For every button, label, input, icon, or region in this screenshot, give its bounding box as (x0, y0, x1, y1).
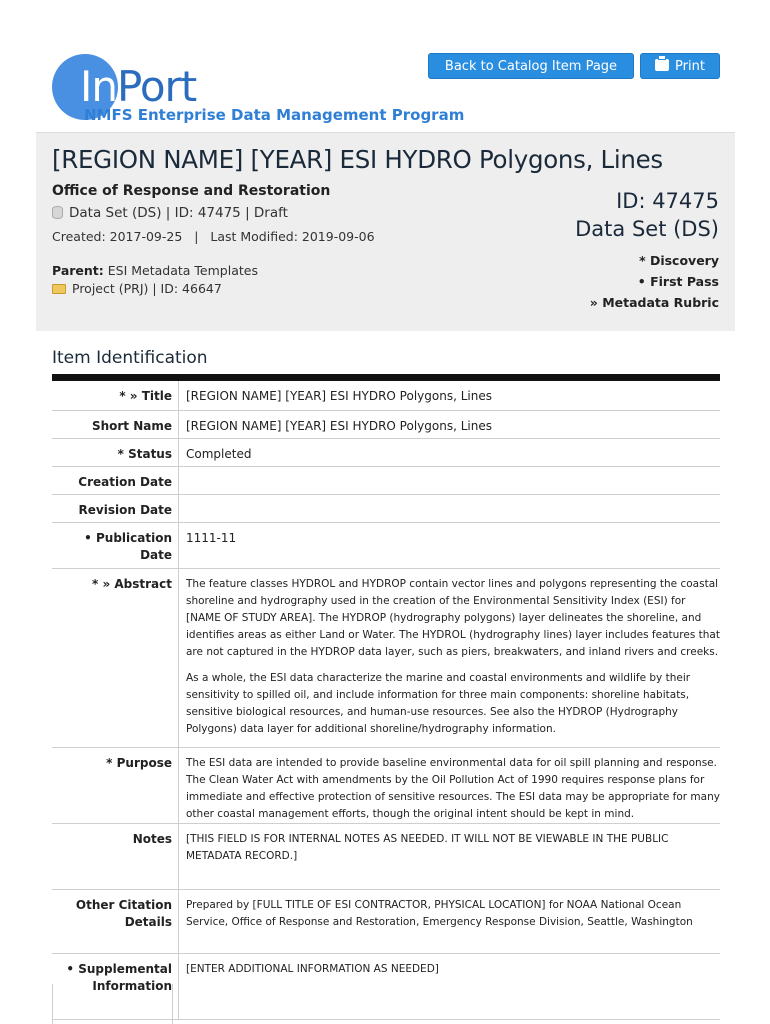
dataset-info (52, 205, 288, 221)
row-label: Short Name (52, 410, 179, 438)
row-label: Notes (52, 823, 179, 889)
logo-in: In (80, 62, 118, 111)
rubric-legend (590, 250, 719, 313)
table-edge-left (52, 984, 53, 1024)
row-label: Revision Date (52, 494, 179, 522)
page-title: [REGION NAME] [YEAR] ESI HYDRO Polygons, Lines (52, 145, 663, 174)
print-button-label: Print (675, 59, 705, 74)
project-info[interactable] (52, 281, 222, 296)
table-row (52, 466, 720, 494)
row-label: Creation Date (52, 466, 179, 494)
dataset-icon (52, 206, 63, 219)
table-row (52, 522, 720, 568)
project-line: Project (PRJ) | ID: 46647 (72, 281, 222, 296)
table-row (52, 381, 720, 410)
row-value: The ESI data are intended to provide baseline environmental data for oil spill planning and response. The Clean Water Act with amendments by the Oil Pollution Act of 1990 requires response plans for immediate and effective protection of sensitive resources. The ESI data may be appropriate for many other coastal management efforts, though the original intent should be kept in mind. (179, 747, 721, 823)
logo-port: Port (117, 62, 197, 111)
row-label: • Publication Date (52, 522, 179, 568)
logo-wordmark (80, 62, 196, 111)
section-title: Item Identification (52, 348, 208, 368)
table-row (52, 568, 720, 747)
print-button[interactable] (640, 53, 720, 79)
printer-icon (655, 59, 669, 71)
item-id-block (575, 187, 719, 243)
back-to-catalog-button[interactable] (428, 53, 634, 79)
row-value: 1111-11 (179, 522, 721, 568)
row-label: * » Title (52, 381, 179, 410)
row-value (179, 494, 721, 522)
row-value: [REGION NAME] [YEAR] ESI HYDRO Polygons, Lines (179, 381, 721, 410)
item-id: ID: 47475 (616, 189, 719, 213)
parent-label: Parent: (52, 263, 104, 278)
row-label: • Supplemental Information (52, 953, 179, 1019)
table-row (52, 410, 720, 438)
abstract-paragraph-1: The feature classes HYDROL and HYDROP contain vector lines and polygons representing the coastal shoreline and hydrography used in the creation of the Environmental Sensitivity Index (ESI) for [NAME OF STUDY AREA]. The HYDROP (hydrography polygons) layer delineates the shoreline, and identifies areas as either Land or Water. The HYDROL (hydrography lines) layer includes features that are not captured in the HYDROP data layer, such as piers, breakwaters, and inland rivers and creeks. (186, 577, 720, 658)
parent-link[interactable]: ESI Metadata Templates (107, 263, 258, 278)
abstract-paragraph-2: As a whole, the ESI data characterize the marine and coastal environments and wildlife by their sensitivity to spilled oil, and include information for three main components: shoreline habitats, sensitive biological resources, and human-use resources. See also the HYDROP (Hydrography Polygons) data layer for additional shoreline/hydrography information. (186, 671, 691, 735)
row-label: * Status (52, 438, 179, 466)
rubric-metadata[interactable]: » Metadata Rubric (589, 295, 719, 310)
rubric-discovery: * Discovery (639, 253, 719, 268)
row-value: Prepared by [FULL TITLE OF ESI CONTRACTOR, PHYSICAL LOCATION] for NOAA National Ocean Service, Office of Response and Restoration, Emergency Response Division, Seattle, Washington (179, 889, 721, 953)
summary-panel (36, 132, 735, 331)
dates-line: Created: 2017-09-25 | Last Modified: 2019-09-06 (52, 229, 375, 244)
parent-info (52, 263, 258, 278)
back-button-label: Back to Catalog Item Page (444, 59, 618, 74)
table-row (52, 747, 720, 823)
inport-logo (50, 52, 465, 132)
row-value (179, 466, 721, 494)
table-row (52, 889, 720, 953)
table-edge-mid (172, 984, 173, 1024)
table-row (52, 494, 720, 522)
item-identification-table (52, 381, 720, 1020)
row-value (179, 568, 721, 747)
row-label: Other Citation Details (52, 889, 179, 953)
logo-subtitle: NMFS Enterprise Data Management Program (84, 106, 465, 124)
row-label: * Purpose (52, 747, 179, 823)
rubric-first-pass: • First Pass (637, 274, 719, 289)
table-row (52, 438, 720, 466)
row-value: [REGION NAME] [YEAR] ESI HYDRO Polygons, Lines (179, 410, 721, 438)
section-divider (52, 374, 720, 381)
table-row (52, 823, 720, 889)
row-label: * » Abstract (52, 568, 179, 747)
item-type: Data Set (DS) (575, 217, 719, 241)
row-value: Completed (179, 438, 721, 466)
office-name: Office of Response and Restoration (52, 183, 331, 199)
dataset-line: Data Set (DS) | ID: 47475 | Draft (69, 205, 288, 221)
table-row (52, 953, 720, 1019)
row-value: [ENTER ADDITIONAL INFORMATION AS NEEDED] (179, 953, 721, 1019)
row-value: [THIS FIELD IS FOR INTERNAL NOTES AS NEEDED. IT WILL NOT BE VIEWABLE IN THE PUBLIC METADATA RECORD.] (179, 823, 721, 889)
folder-icon (52, 284, 66, 294)
